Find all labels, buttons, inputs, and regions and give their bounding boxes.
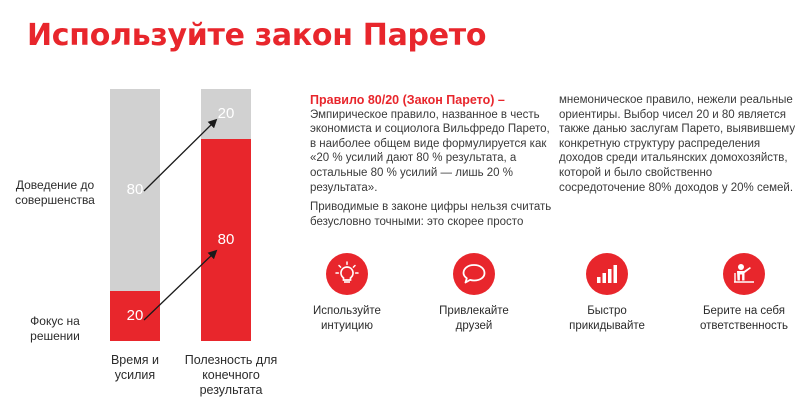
rule-paragraph-2: Приводимые в законе цифры нельзя считать безусловно точными: это скорее просто	[310, 201, 552, 228]
rule-paragraph-3: мнемоническое правило, нежели реальные ориентиры. Выбор чисел 20 и 80 является также данью заслугам Парето, выявившему конкретную структуру распределения доходов среди итальянских домохозяйств, которой и было свойственно сосредоточение 80% доходов у 20% семей.	[559, 94, 796, 194]
x-label-usefulness: Полезность для конечного результата	[184, 353, 278, 397]
tip-estimate	[557, 253, 657, 334]
tip-label: Привлекайте друзей	[439, 305, 509, 332]
bar-chart-icon	[586, 253, 628, 295]
tip-friends	[424, 253, 524, 334]
arrow-80-to-20	[144, 120, 216, 191]
bar-value-label: 80	[126, 181, 144, 198]
x-label-time-effort: Время и усилия	[110, 353, 160, 382]
pareto-chart	[0, 0, 300, 405]
text-column-left	[310, 93, 552, 229]
bar-value-label: 20	[126, 307, 144, 324]
tip-label: Используйте интуицию	[313, 305, 381, 332]
presenter-icon	[723, 253, 765, 295]
page-title: Используйте закон Парето	[27, 18, 487, 53]
arrow-20-to-80	[144, 251, 216, 320]
tip-intuition	[297, 253, 397, 334]
tip-responsibility	[694, 253, 794, 334]
lightbulb-icon	[326, 253, 368, 295]
bar-value-label: 20	[217, 105, 235, 122]
bar-value-label: 80	[217, 231, 235, 248]
tip-label: Быстро прикидывайте	[569, 305, 645, 332]
speech-bubble-icon	[453, 253, 495, 295]
tip-label: Берите на себя ответственность	[699, 305, 789, 332]
row-label-perfection: Доведение до совершенства	[15, 178, 95, 207]
rule-heading: Правило 80/20 (Закон Парето) –	[310, 93, 505, 107]
rule-paragraph-1: Эмпирическое правило, названное в честь экономиста и социолога Вильфредо Парето, в наиболее общем виде формулируется как «20 % усилий дают 80 % результата, а остальные 80 % усилий — лишь 20 % результата».	[310, 108, 550, 194]
text-column-right	[559, 93, 799, 195]
row-label-focus: Фокус на решении	[30, 314, 80, 343]
